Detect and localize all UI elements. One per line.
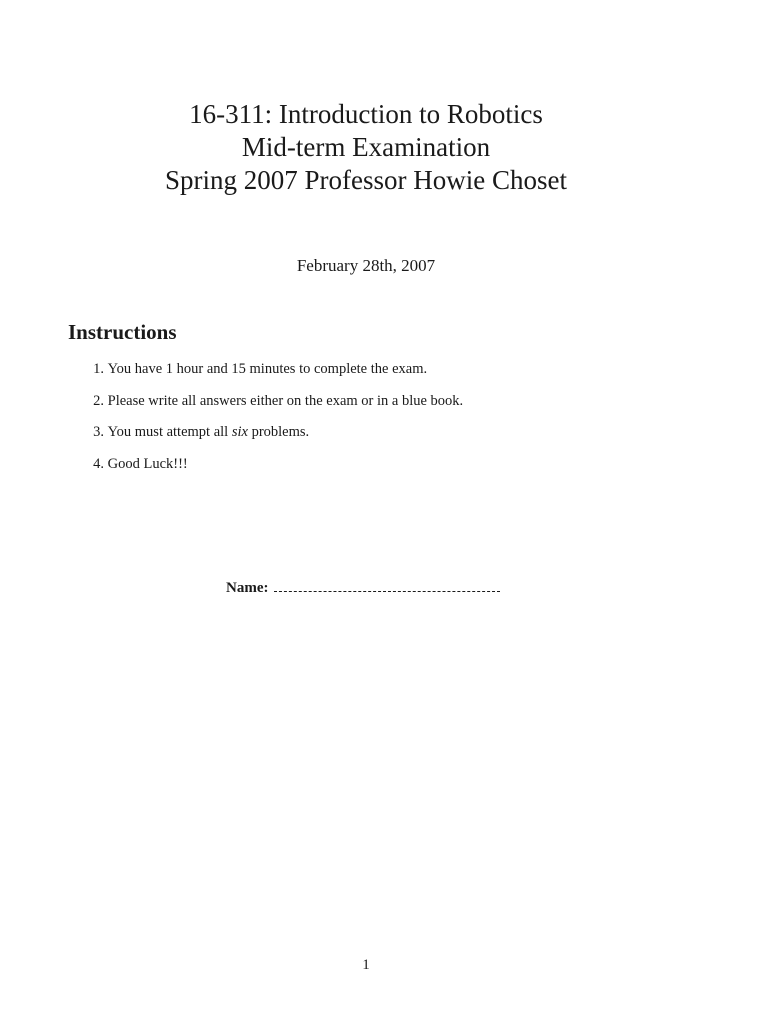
instruction-item <box>82 391 463 411</box>
instruction-item <box>82 454 463 474</box>
page-number: 1 <box>362 957 370 973</box>
instruction-text: You have 1 hour and 15 minutes to complete the exam. <box>107 361 428 377</box>
name-field <box>226 578 500 598</box>
course-title: 16-311: Introduction to Robotics <box>189 99 543 129</box>
exam-title-block <box>0 98 732 197</box>
emphasized-word: six <box>231 424 248 440</box>
instruction-item <box>82 359 463 379</box>
instruction-item <box>82 422 463 442</box>
instruction-number: 3. <box>93 424 104 440</box>
instruction-number: 4. <box>93 455 104 472</box>
instruction-number: 1. <box>93 361 104 377</box>
exam-date: February 28th, 2007 <box>296 256 436 275</box>
instruction-number: 2. <box>93 392 104 409</box>
instruction-text: Please write all answers either on the exam or in a blue book. <box>107 392 464 409</box>
name-blank-line[interactable] <box>274 578 500 592</box>
instructions-heading: Instructions <box>68 320 177 344</box>
instructions-list <box>82 359 463 485</box>
instruction-text: You must attempt all six problems. <box>107 424 310 440</box>
instruction-text: Good Luck!!! <box>107 455 188 472</box>
name-label: Name: <box>226 580 269 596</box>
term-and-professor: Spring 2007 Professor Howie Choset <box>165 165 567 195</box>
exam-title: Mid-term Examination <box>241 132 491 162</box>
